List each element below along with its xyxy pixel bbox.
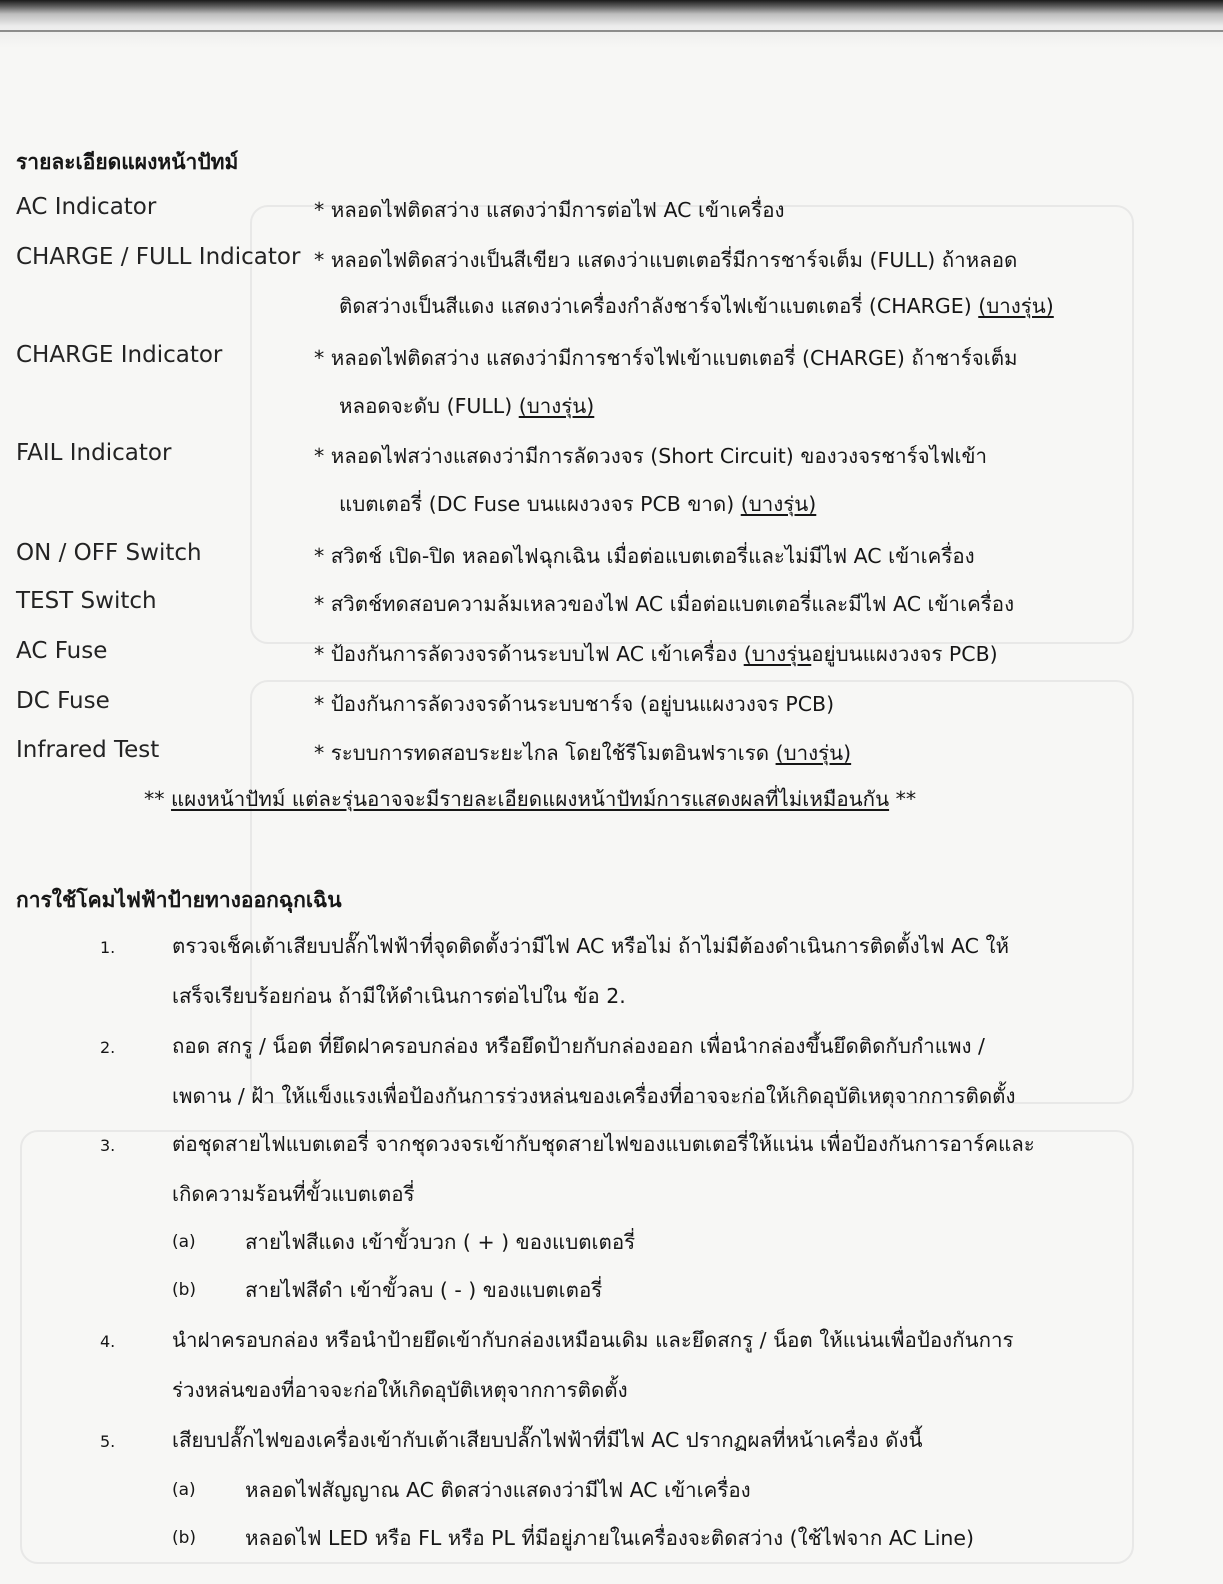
sub-step-letter: (b) (172, 1280, 197, 1300)
spec-description: * ป้องกันการลัดวงจรด้านระบบไฟ AC เข้าเครื่อง (บางรุ่นอยู่บนแผงวงจร PCB) (314, 642, 998, 666)
model-note-underlined: (บางรุ่น) (775, 741, 852, 765)
spec-description: * ระบบการทดสอบระยะไกล โดยใช้รีโมตอินฟราเรด (บางรุ่น) (314, 741, 852, 765)
sub-step-text: สายไฟสีแดง เข้าขั้วบวก ( + ) ของแบตเตอรี่ (245, 1230, 636, 1254)
spec-label: CHARGE / FULL Indicator (16, 244, 301, 270)
spec-row (16, 737, 1186, 767)
sub-step-text: สายไฟสีดำ เข้าขั้วลบ ( - ) ของแบตเตอรี่ (245, 1278, 603, 1302)
sub-step-letter: (a) (172, 1480, 196, 1500)
sub-step-letter: (a) (172, 1232, 196, 1252)
spec-label: Infrared Test (16, 737, 160, 763)
spec-label: TEST Switch (16, 588, 157, 614)
section-title-panel-details: รายละเอียดแผงหน้าปัทม์ (16, 150, 239, 174)
step-text: ตรวจเช็คเต้าเสียบปลั๊กไฟฟ้าที่จุดติดตั้งว่ามีไฟ AC หรือไม่ ถ้าไม่มีต้องดำเนินการติดตั้งไฟ AC ให้ (172, 934, 1010, 958)
step-text: ร่วงหล่นของที่อาจจะก่อให้เกิดอุบัติเหตุจากการติดตั้ง (172, 1378, 628, 1402)
panel-variation-note: ** แผงหน้าปัทม์ แต่ละรุ่นอาจจะมีรายละเอียดแผงหน้าปัทม์การแสดงผลที่ไม่เหมือนกัน ** (144, 787, 917, 811)
spec-label: ON / OFF Switch (16, 540, 202, 566)
sub-step-text: หลอดไฟ LED หรือ FL หรือ PL ที่มีอยู่ภายในเครื่องจะติดสว่าง (ใช้ไฟจาก AC Line) (245, 1526, 975, 1550)
model-note-underlined: (บางรุ่น) (740, 492, 817, 516)
spec-row (16, 588, 1186, 618)
spec-row (16, 688, 1186, 718)
spec-row (16, 194, 1186, 224)
spec-description: * หลอดไฟติดสว่าง แสดงว่ามีการต่อไฟ AC เข้าเครื่อง (314, 198, 785, 222)
section-title-usage: การใช้โคมไฟฟ้าป้ายทางออกฉุกเฉิน (16, 888, 342, 912)
spec-description: * หลอดไฟติดสว่าง แสดงว่ามีการชาร์จไฟเข้าแบตเตอรี่ (CHARGE) ถ้าชาร์จเต็ม (314, 346, 1018, 370)
step-text: นำฝาครอบกล่อง หรือนำป้ายยึดเข้ากับกล่องเหมือนเดิม และยึดสกรู / น็อต ให้แน่นเพื่อป้องกันการ (172, 1328, 1014, 1352)
step-text: เกิดความร้อนที่ขั้วแบตเตอรี่ (172, 1182, 415, 1206)
spec-description: * สวิตช์ เปิด-ปิด หลอดไฟฉุกเฉิน เมื่อต่อแบตเตอรี่และไม่มีไฟ AC เข้าเครื่อง (314, 544, 975, 568)
model-note-underlined: (บางรุ่น) (518, 394, 595, 418)
model-note-underlined: (บางรุ่น (743, 642, 812, 666)
spec-label: AC Indicator (16, 194, 157, 220)
model-note-underlined: (บางรุ่น) (978, 294, 1054, 318)
step-number: 2. (100, 1038, 116, 1057)
spec-description-continued: หลอดจะดับ (FULL) (บางรุ่น) (339, 394, 595, 418)
step-text: เสร็จเรียบร้อยก่อน ถ้ามีให้ดำเนินการต่อไปใน ข้อ 2. (172, 984, 626, 1008)
spec-row (16, 638, 1186, 668)
step-number: 3. (100, 1136, 116, 1155)
spec-description: * ป้องกันการลัดวงจรด้านระบบชาร์จ (อยู่บนแผงวงจร PCB) (314, 692, 835, 716)
spec-description: * หลอดไฟติดสว่างเป็นสีเขียว แสดงว่าแบตเตอรี่มีการชาร์จเต็ม (FULL) ถ้าหลอด (314, 248, 1018, 272)
step-number: 1. (100, 938, 116, 957)
step-text: ต่อชุดสายไฟแบตเตอรี่ จากชุดวงจรเข้ากับชุดสายไฟของแบตเตอรี่ให้แน่น เพื่อป้องกันการอาร์คและ (172, 1132, 1035, 1156)
spec-row (16, 440, 1186, 470)
spec-description: * หลอดไฟสว่างแสดงว่ามีการลัดวงจร (Short Circuit) ของวงจรชาร์จไฟเข้า (314, 444, 987, 468)
spec-label: AC Fuse (16, 638, 108, 664)
step-text: เพดาน / ฝ้า ให้แข็งแรงเพื่อป้องกันการร่วงหล่นของเครื่องที่อาจจะก่อให้เกิดอุบัติเหตุจากการติดตั้ง (172, 1084, 1016, 1108)
step-number: 5. (100, 1432, 116, 1451)
sub-step-text: หลอดไฟสัญญาณ AC ติดสว่างแสดงว่ามีไฟ AC เข้าเครื่อง (245, 1478, 751, 1502)
spec-description-continued: ติดสว่างเป็นสีแดง แสดงว่าเครื่องกำลังชาร์จไฟเข้าแบตเตอรี่ (CHARGE) (บางรุ่น) (339, 294, 1054, 318)
step-number: 4. (100, 1332, 116, 1351)
sub-step-letter: (b) (172, 1528, 197, 1548)
spec-label: DC Fuse (16, 688, 110, 714)
spec-label: FAIL Indicator (16, 440, 172, 466)
spec-row (16, 342, 1186, 372)
page-top-edge (0, 0, 1223, 48)
spec-row (16, 540, 1186, 570)
step-text: ถอด สกรู / น็อต ที่ยึดฝาครอบกล่อง หรือยึดป้ายกับกล่องออก เพื่อนำกล่องขึ้นยึดติดกับกำแพง / (172, 1034, 985, 1058)
spec-row (16, 244, 1186, 274)
spec-label: CHARGE Indicator (16, 342, 223, 368)
spec-description-continued: แบตเตอรี่ (DC Fuse บนแผงวงจร PCB ขาด) (บางรุ่น) (339, 492, 817, 516)
spec-description: * สวิตช์ทดสอบความล้มเหลวของไฟ AC เมื่อต่อแบตเตอรี่และมีไฟ AC เข้าเครื่อง (314, 592, 1015, 616)
step-text: เสียบปลั๊กไฟของเครื่องเข้ากับเต้าเสียบปลั๊กไฟฟ้าที่มีไฟ AC ปรากฏผลที่หน้าเครื่อง ดังนี้ (172, 1428, 923, 1452)
